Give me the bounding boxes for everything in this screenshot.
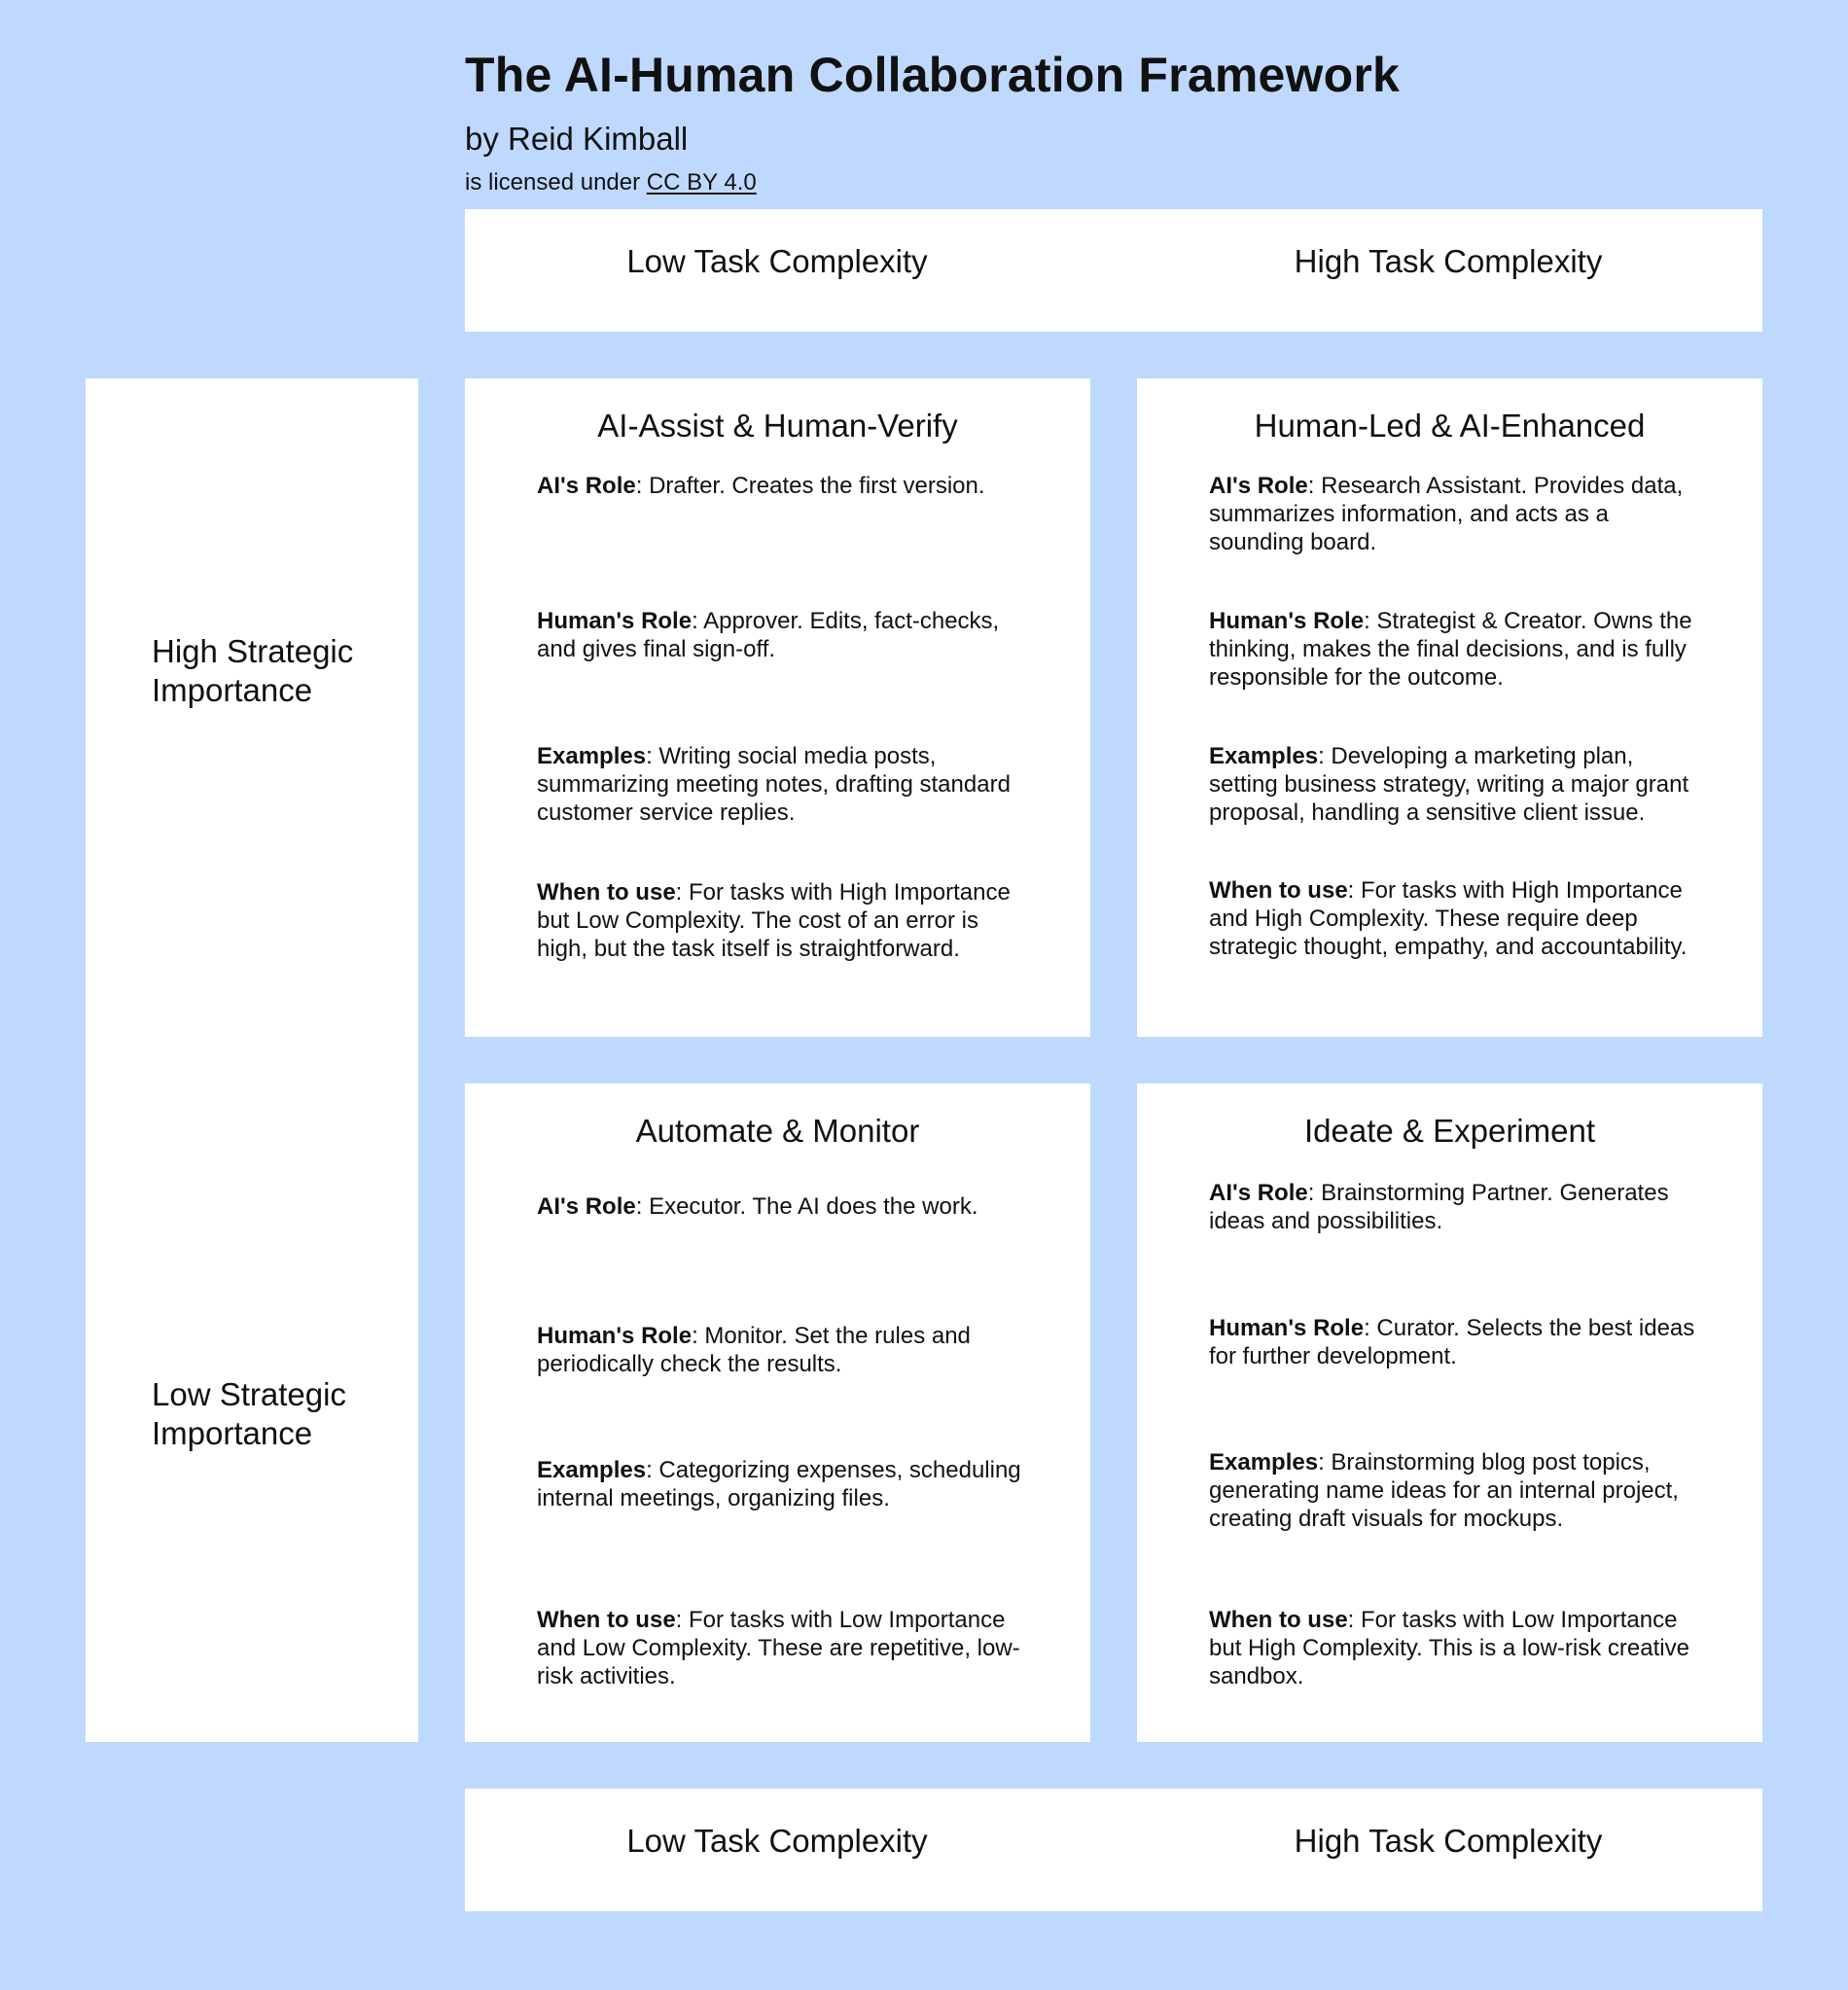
ai-role-text: : Drafter. Creates the first version. xyxy=(635,473,985,499)
human-role-text: : Monitor. Set the rules and periodically check the results. xyxy=(537,1323,971,1377)
examples-entry xyxy=(1209,742,1695,827)
examples-label: Examples xyxy=(1209,1449,1319,1475)
quadrant-ideate-experiment xyxy=(1137,1084,1762,1742)
ai-role-label: AI's Role xyxy=(537,473,636,499)
quadrant-ai-assist-human-verify xyxy=(465,378,1090,1037)
human-role-label: Human's Role xyxy=(1209,608,1365,634)
row-label-low-importance: Low Strategic Importance xyxy=(152,1376,346,1451)
quadrant-title: Automate & Monitor xyxy=(635,1113,920,1149)
when-to-use-text: : For tasks with High Importance and High Complexity. These require deep strategic thought, empathy, and accountability. xyxy=(1209,877,1688,960)
human-role-entry xyxy=(537,1322,1023,1378)
ai-role-text: : Research Assistant. Provides data, summarizes information, and acts as a sounding board. xyxy=(1209,473,1684,555)
examples-label: Examples xyxy=(1209,743,1319,769)
ai-role-text: : Brainstorming Partner. Generates ideas and possibilities. xyxy=(1209,1180,1669,1234)
license-link[interactable]: CC BY 4.0 xyxy=(646,169,757,195)
license-prefix: is licensed under xyxy=(465,169,647,195)
human-role-label: Human's Role xyxy=(1209,1315,1365,1341)
column-label-high-complexity-bottom: High Task Complexity xyxy=(1294,1823,1603,1859)
when-to-use-label: When to use xyxy=(1209,877,1348,904)
column-label-high-complexity-top: High Task Complexity xyxy=(1294,243,1603,279)
examples-text: : Developing a marketing plan, setting business strategy, writing a major grant proposal, handling a sensitive client issue. xyxy=(1209,743,1689,826)
ai-role-label: AI's Role xyxy=(537,1193,636,1220)
when-to-use-text: : For tasks with Low Importance but High Complexity. This is a low-risk creative sandbox. xyxy=(1209,1607,1689,1689)
column-label-low-complexity-top: Low Task Complexity xyxy=(626,243,928,279)
when-to-use-label: When to use xyxy=(1209,1607,1348,1633)
quadrant-automate-monitor xyxy=(465,1084,1090,1742)
human-role-text: : Curator. Selects the best ideas for further development. xyxy=(1209,1315,1695,1369)
human-role-text: : Strategist & Creator. Owns the thinking, makes the final decisions, and is fully responsible for the outcome. xyxy=(1209,608,1692,691)
human-role-entry xyxy=(537,607,1023,663)
human-role-label: Human's Role xyxy=(537,1323,693,1349)
license-line xyxy=(465,169,757,196)
row-header-column xyxy=(86,378,418,1742)
examples-label: Examples xyxy=(537,743,647,769)
when-to-use-text: : For tasks with High Importance but Low Complexity. The cost of an error is high, but the task itself is straightforward. xyxy=(537,879,1011,962)
ai-role-label: AI's Role xyxy=(1209,473,1308,499)
examples-text: : Brainstorming blog post topics, generating name ideas for an internal project, creating draft visuals for mockups. xyxy=(1209,1449,1679,1532)
ai-role-entry xyxy=(1209,1179,1695,1235)
when-to-use-label: When to use xyxy=(537,879,676,906)
ai-role-entry xyxy=(537,472,1023,500)
examples-entry xyxy=(1209,1448,1695,1533)
when-to-use-entry xyxy=(1209,876,1695,961)
human-role-text: : Approver. Edits, fact-checks, and gives final sign-off. xyxy=(537,608,1000,662)
when-to-use-entry xyxy=(1209,1606,1695,1690)
column-header-bottom xyxy=(465,1789,1762,1911)
quadrant-title: Human-Led & AI-Enhanced xyxy=(1254,408,1646,444)
when-to-use-text: : For tasks with Low Importance and Low Complexity. These are repetitive, low-risk activities. xyxy=(537,1607,1020,1689)
author-byline: by Reid Kimball xyxy=(465,121,689,157)
human-role-entry xyxy=(1209,607,1695,692)
row-label-high-importance: High Strategic Importance xyxy=(152,633,354,708)
examples-label: Examples xyxy=(537,1457,647,1483)
ai-role-entry xyxy=(1209,472,1695,556)
when-to-use-entry xyxy=(537,878,1023,963)
when-to-use-entry xyxy=(537,1606,1023,1690)
examples-text: : Categorizing expenses, scheduling internal meetings, organizing files. xyxy=(537,1457,1021,1511)
page-title: The AI-Human Collaboration Framework xyxy=(465,48,1401,102)
human-role-entry xyxy=(1209,1314,1695,1370)
when-to-use-label: When to use xyxy=(537,1607,676,1633)
quadrant-title: AI-Assist & Human-Verify xyxy=(597,408,958,444)
quadrant-title: Ideate & Experiment xyxy=(1304,1113,1595,1149)
human-role-label: Human's Role xyxy=(537,608,693,634)
column-header-top xyxy=(465,209,1762,332)
ai-role-text: : Executor. The AI does the work. xyxy=(635,1193,978,1220)
examples-entry xyxy=(537,742,1023,827)
ai-role-label: AI's Role xyxy=(1209,1180,1308,1206)
column-label-low-complexity-bottom: Low Task Complexity xyxy=(626,1823,928,1859)
quadrant-human-led-ai-enhanced xyxy=(1137,378,1762,1037)
examples-entry xyxy=(537,1456,1023,1512)
examples-text: : Writing social media posts, summarizing meeting notes, drafting standard customer service replies. xyxy=(537,743,1011,826)
ai-role-entry xyxy=(537,1192,1023,1221)
